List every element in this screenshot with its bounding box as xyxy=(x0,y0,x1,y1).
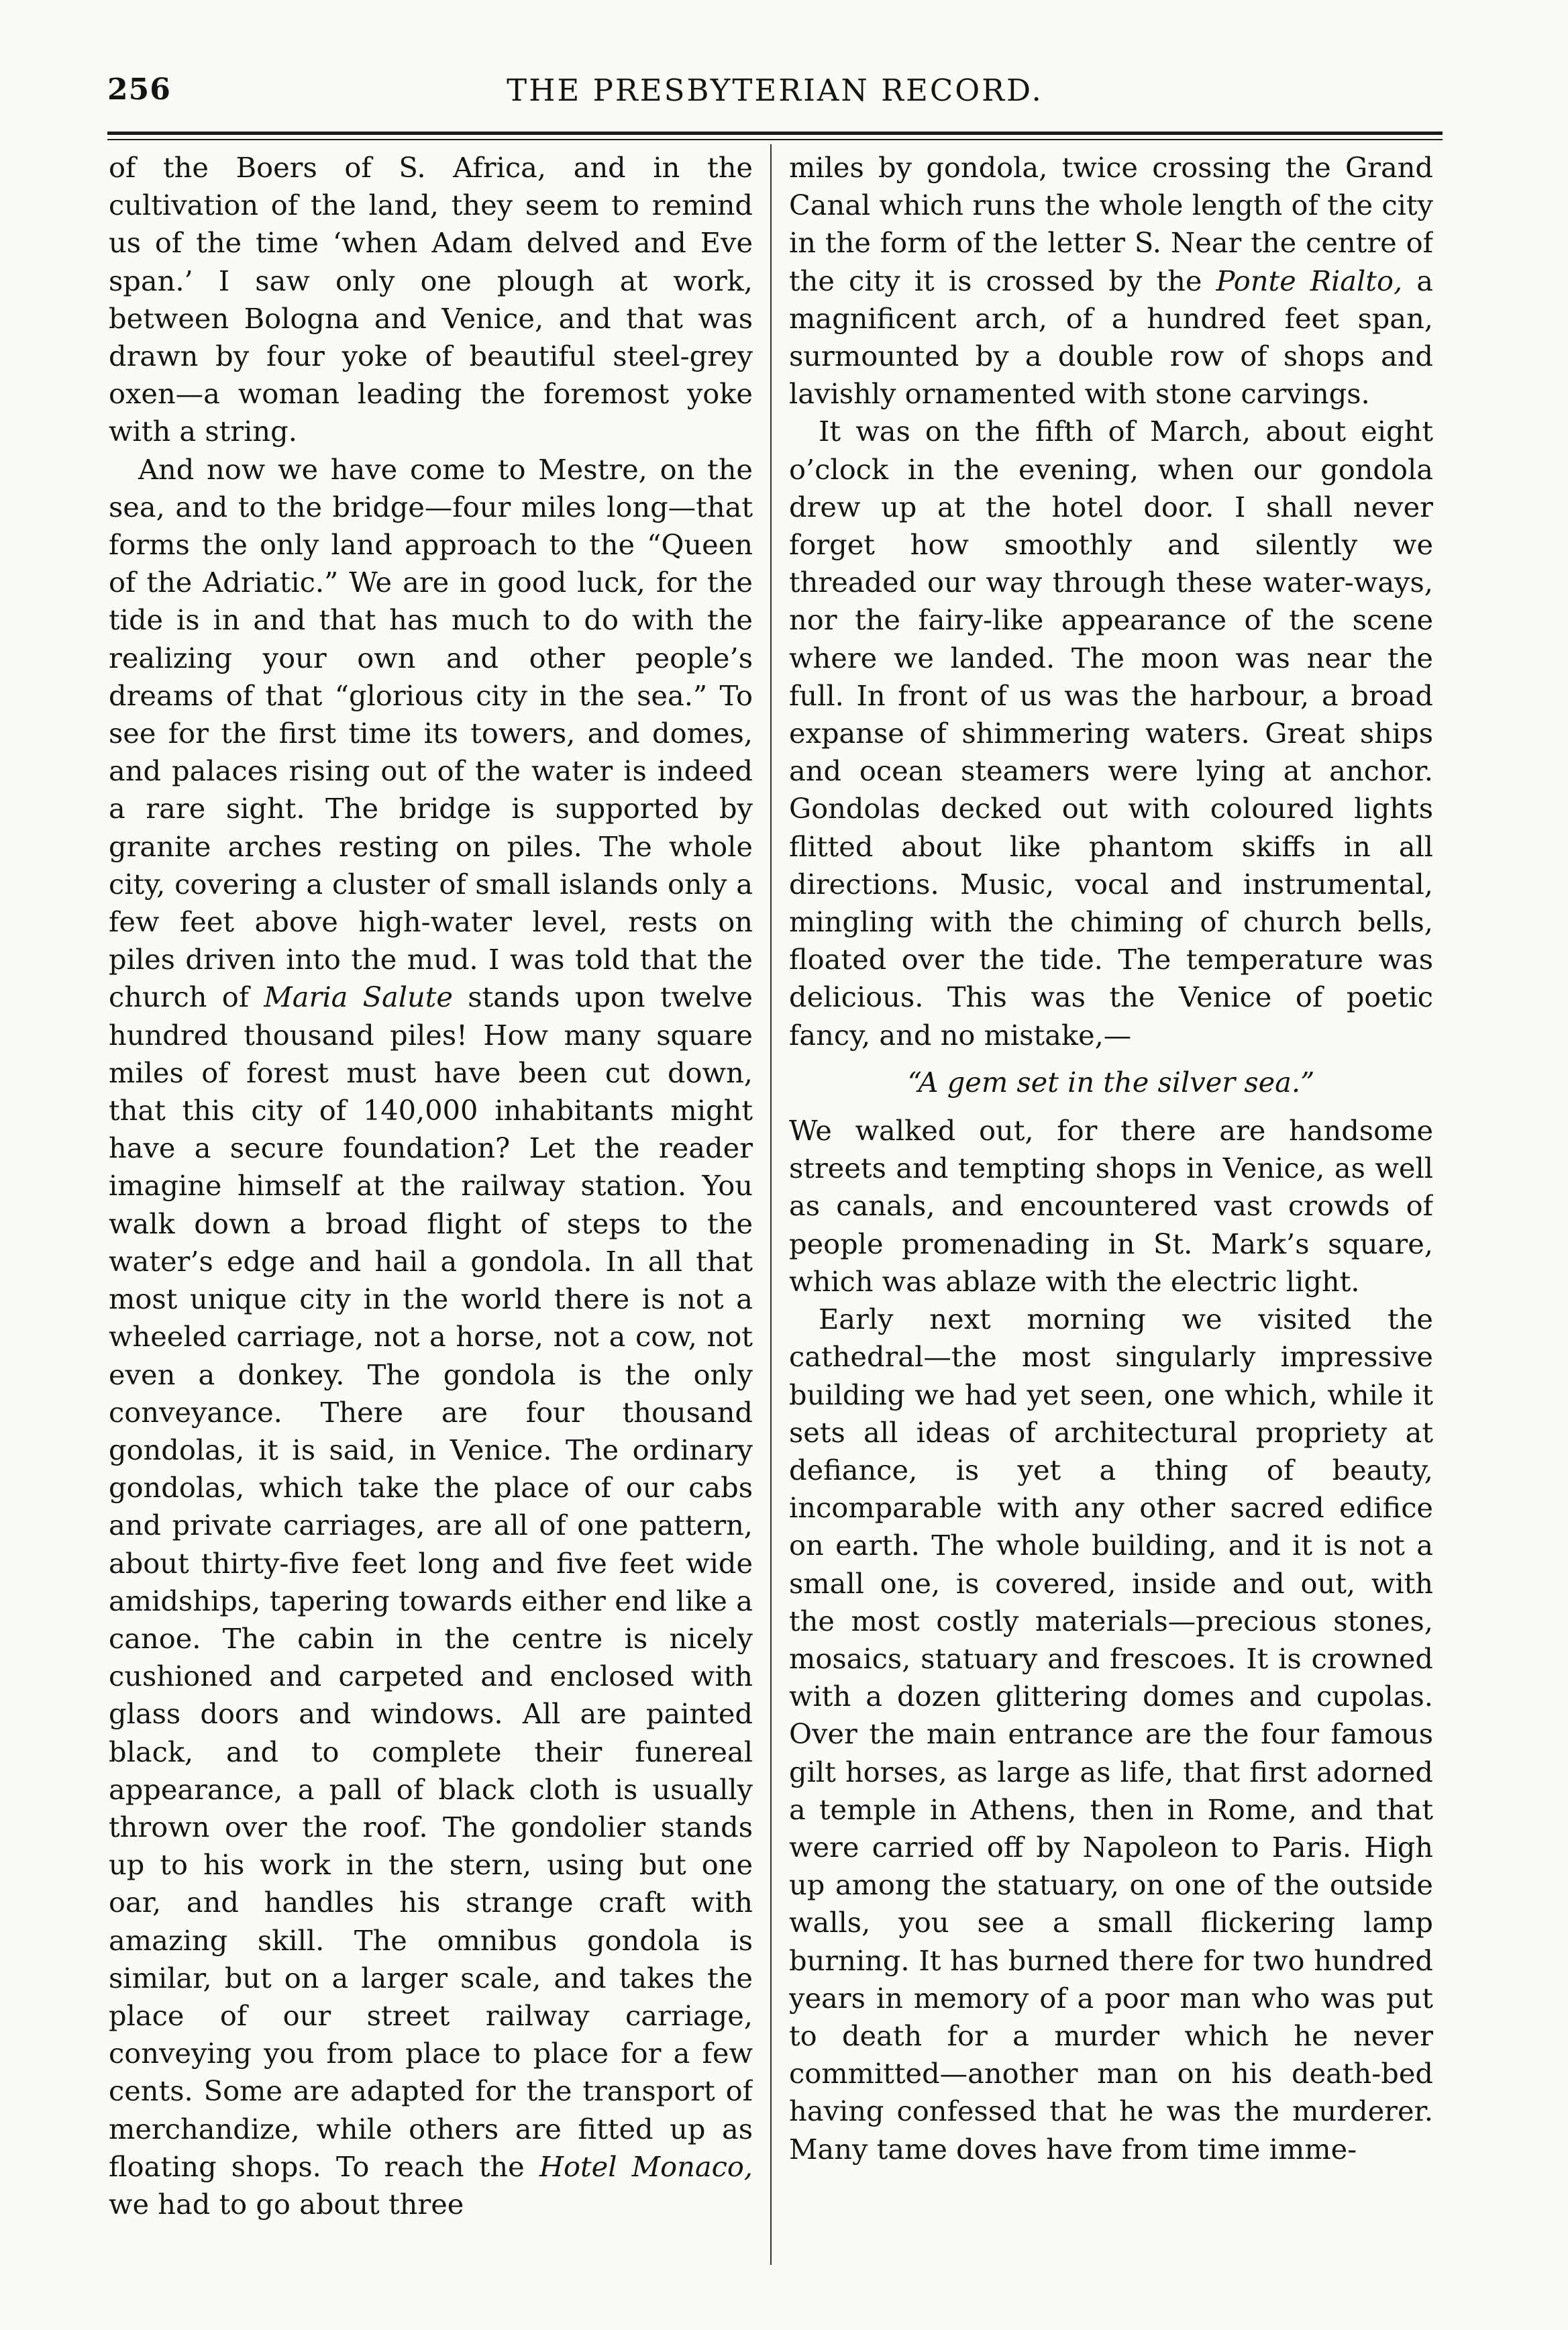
right-paragraph-4: Early next morning we visited the cathedral—the most singularly impressive building we had yet seen, one which, while it sets all ideas of architectural propriety at defiance, is yet a thing of beauty, incomparable with any other sacred edifice on earth. The whole building, and it is not a small one, is covered, inside and out, with the most costly materials—precious stones, mosaics, statuary and frescoes. It is crowned with a dozen glittering domes and cupolas. Over the main entrance are the four famous gilt horses, as large as life, that first adorned a temple in Athens, then in Rome, and that were carried off by Napoleon to Paris. High up among the statuary, on one of the outside walls, you see a small flickering lamp burning. It has burned there for two hundred years in memory of a poor man who was put to death for a murder which he never committed—another man on his death-bed having confessed that he was the murderer. Many tame doves have from time imme- xyxy=(789,1303,1433,2166)
left-paragraph-2 xyxy=(109,451,753,2224)
right-paragraph-1-text-b: a magnificent arch, of a hundred feet span, surmounted by a double row of shops and lavishly ornamented with stone carvings. xyxy=(789,264,1433,411)
page-header xyxy=(107,72,1443,119)
left-paragraph-2-text-c: we had to go about three xyxy=(109,2187,464,2221)
running-title: THE PRESBYTERIAN RECORD. xyxy=(507,72,1043,108)
maria-salute-italic: Maria Salute xyxy=(264,980,453,1014)
hotel-monaco-italic: Hotel Monaco, xyxy=(539,2149,753,2183)
header-rule-thin xyxy=(107,139,1443,140)
right-paragraph-1-text-a: miles by gondola, twice crossing the Grand Canal which runs the whole length of the city in the form of the letter S. Near the centre of the city it is crossed by the xyxy=(789,151,1433,297)
column-divider xyxy=(770,144,772,2265)
page-number: 256 xyxy=(107,72,171,107)
right-paragraph-3: We walked out, for there are handsome streets and tempting shops in Venice, as well as canals, and encountered vast crowds of people promenading in St. Mark’s square, which was ablaze with the electric light. xyxy=(789,1114,1433,1298)
block-quote: “A gem set in the silver sea.” xyxy=(907,1065,1315,1099)
left-column xyxy=(109,149,753,2283)
right-column xyxy=(789,149,1433,2283)
left-paragraph-1: of the Boers of S. Africa, and in the cultivation of the land, they seem to remind us of the time ‘when Adam delved and Eve span.’ I saw only one plough at work, between Bologna and Venice, and that was drawn by four yoke of beautiful steel-grey oxen—a woman leading the foremost yoke with a string. xyxy=(109,151,753,448)
left-paragraph-2-text-a: And now we have come to Mestre, on the sea, and to the bridge—four miles long—that forms the only land approach to the “Queen of the Adriatic.” We are in good luck, for the tide is in and that has much to do with the realizing your own and other people’s dreams of that “glorious city in the sea.” To see for the first time its towers, and domes, and palaces rising out of the water is indeed a rare sight. The bridge is supported by granite arches resting on piles. The whole city, covering a cluster of small islands only a few feet above high-water level, rests on piles driven into the mud. I was told that the church of xyxy=(109,452,753,1014)
right-paragraph-1 xyxy=(789,149,1433,413)
right-paragraph-2: It was on the fifth of March, about eight o’clock in the evening, when our gondola drew up at the hotel door. I shall never forget how smoothly and silently we threaded our way through these water-ways, nor the fairy-like appearance of the scene where we landed. The moon was near the full. In front of us was the harbour, a broad expanse of shimmering waters. Great ships and ocean steamers were lying at anchor. Gondolas decked out with coloured lights flitted about like phantom skiffs in all directions. Music, vocal and instrumental, mingling with the chiming of church bells, floated over the tide. The temperature was delicious. This was the Venice of poetic fancy, and no mistake,— xyxy=(789,415,1433,1052)
left-paragraph-2-text-b: stands upon twelve hundred thousand piles! How many square miles of forest must have been cut down, that this city of 140,000 inhabitants might have a secure foundation? Let the reader imagine himself at the railway station. You walk down a broad flight of steps to the water’s edge and hail a gondola. In all that most unique city in the world there is not a wheeled carriage, not a horse, not a cow, not even a donkey. The gondola is the only conveyance. There are four thousand gondolas, it is said, in Venice. The ordinary gondolas, which take the place of our cabs and private carriages, are all of one pattern, about thirty-five feet long and five feet wide amidships, tapering towards either end like a canoe. The cabin in the centre is nicely cushioned and carpeted and enclosed with glass doors and windows. All are painted black, and to complete their funereal appearance, a pall of black cloth is usually thrown over the roof. The gondolier stands up to his work in the stern, using but one oar, and handles his strange craft with amazing skill. The omnibus gondola is similar, but on a larger scale, and takes the place of our street railway carriage, conveying you from place to place for a few cents. Some are adapted for the transport of merchandize, while others are fitted up as floating shops. To reach the xyxy=(109,980,753,2183)
header-rule-thick xyxy=(107,132,1443,135)
ponte-rialto-italic: Ponte Rialto, xyxy=(1216,264,1403,297)
